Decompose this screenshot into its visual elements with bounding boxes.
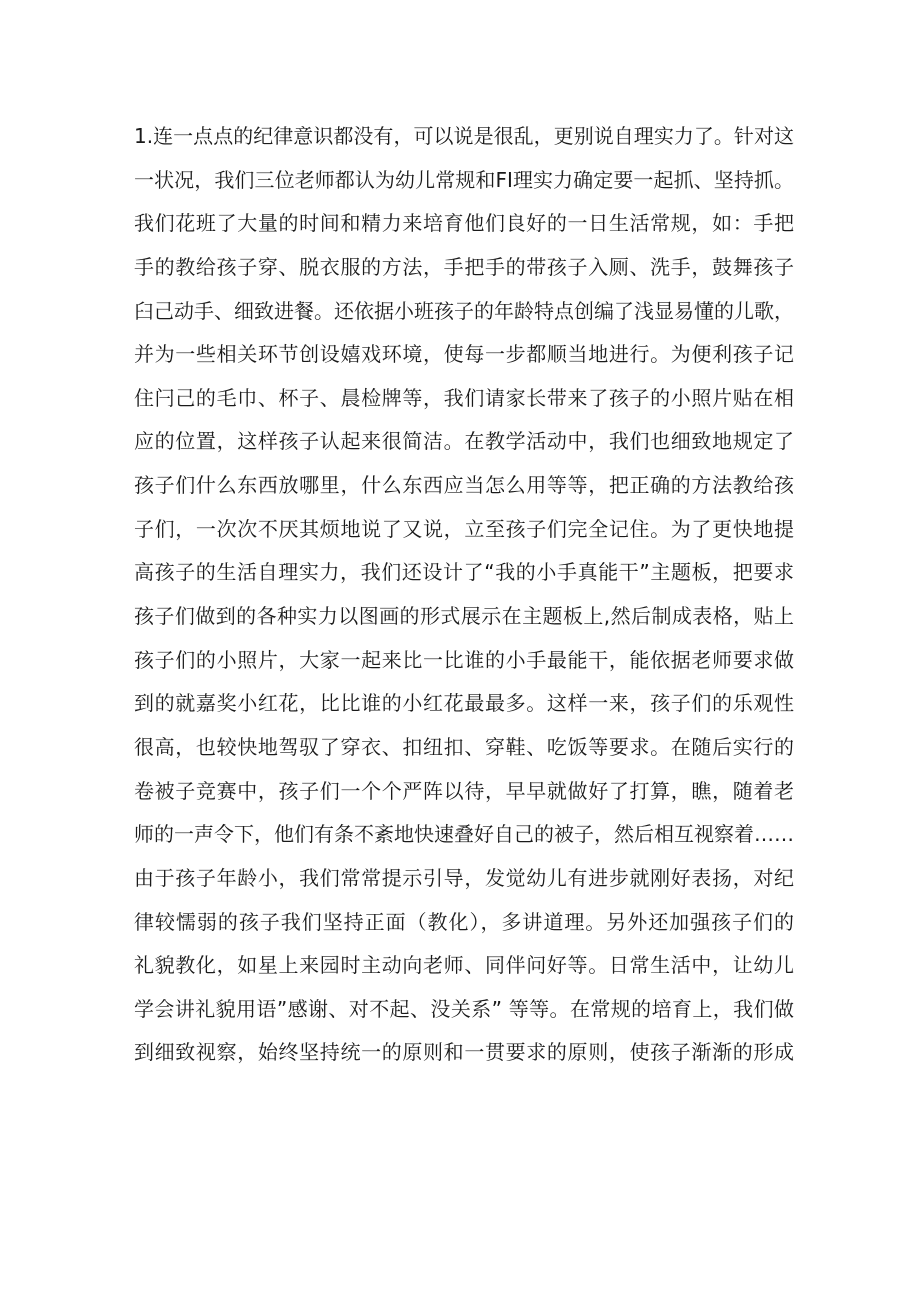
text-line-4: 手的教给孩子穿、脱衣服的方法，手把手的带孩子入厕、洗手，鼓舞孩子 bbox=[134, 254, 794, 279]
text-line-7: 住闩己的毛巾、杯子、晨检牌等，我们请家长带来了孩子的小照片贴在相 bbox=[134, 385, 794, 410]
text-line-11: 高孩子的生活自理实力，我们还设计了“我的小手真能干”主题板，把要求 bbox=[134, 560, 794, 585]
text-line-3: 我们花班了大量的时间和精力来培育他们良好的一日生活常规，如：手把 bbox=[134, 211, 794, 236]
text-line-16: 卷被子竞赛中，孩子们一个个严阵以待，早早就做好了打算，瞧，随着老 bbox=[134, 778, 794, 803]
text-line-19: 律较懦弱的孩子我们坚持正面（教化），多讲道理。另外还加强孩子们的 bbox=[134, 909, 794, 934]
text-line-13: 孩子们的小照片，大家一起来比一比谁的小手最能干，能依据老师要求做 bbox=[134, 647, 794, 672]
text-line-22: 到细致视察，始终坚持统一的原则和一贯要求的原则，使孩子渐渐的形成 bbox=[134, 1040, 794, 1065]
body-paragraph bbox=[134, 115, 794, 1075]
text-line-9: 孩子们什么东西放哪里，什么东西应当怎么用等等，把正确的方法教给孩 bbox=[134, 473, 794, 498]
text-line-6: 并为一些相关环节创设嬉戏环境，使每一步都顺当地进行。为便利孩子记 bbox=[134, 342, 794, 367]
text-line-10: 子们，一次次不厌其烦地说了又说，立至孩子们完全记住。为了更快地提 bbox=[134, 516, 794, 541]
text-line-20: 礼貌教化，如星上来园时主动向老师、同伴问好等。日常生活中，让幼儿 bbox=[134, 953, 794, 978]
text-line-18: 由于孩子年龄小，我们常常提示引导，发觉幼儿有进步就刚好表扬，对纪 bbox=[134, 865, 794, 890]
text-line-8: 应的位置，这样孩子认起来很简洁。在教学活动中，我们也细致地规定了 bbox=[134, 429, 794, 454]
text-line-17: 师的一声令下，他们有条不紊地快速叠好自己的被子，然后相互视察着…… bbox=[134, 822, 794, 847]
text-line-14: 到的就嘉奖小红花，比比谁的小红花最最多。这样一来，孩子们的乐观性 bbox=[134, 691, 794, 716]
text-line-12: 孩子们做到的各种实力以图画的形式展示在主题板上,然后制成表格，贴上 bbox=[134, 604, 794, 629]
text-line-21: 学会讲礼貌用语”感谢、对不起、没关系” 等等。在常规的培育上，我们做 bbox=[134, 996, 794, 1021]
text-line-2: 一状况，我们三位老师都认为幼儿常规和FI理实力确定要一起抓、坚持抓。 bbox=[134, 167, 794, 192]
text-line-15: 很高，也较快地驾驭了穿衣、扣纽扣、穿鞋、吃饭等要求。在随后实行的 bbox=[134, 734, 794, 759]
text-line-5: 臼己动手、细致进餐。还依据小班孩子的年龄特点创编了浅显易懂的儿歌， bbox=[134, 298, 794, 323]
text-line-1: 1.连一点点的纪律意识都没有，可以说是很乱，更别说自理实力了。针对这 bbox=[134, 124, 794, 148]
